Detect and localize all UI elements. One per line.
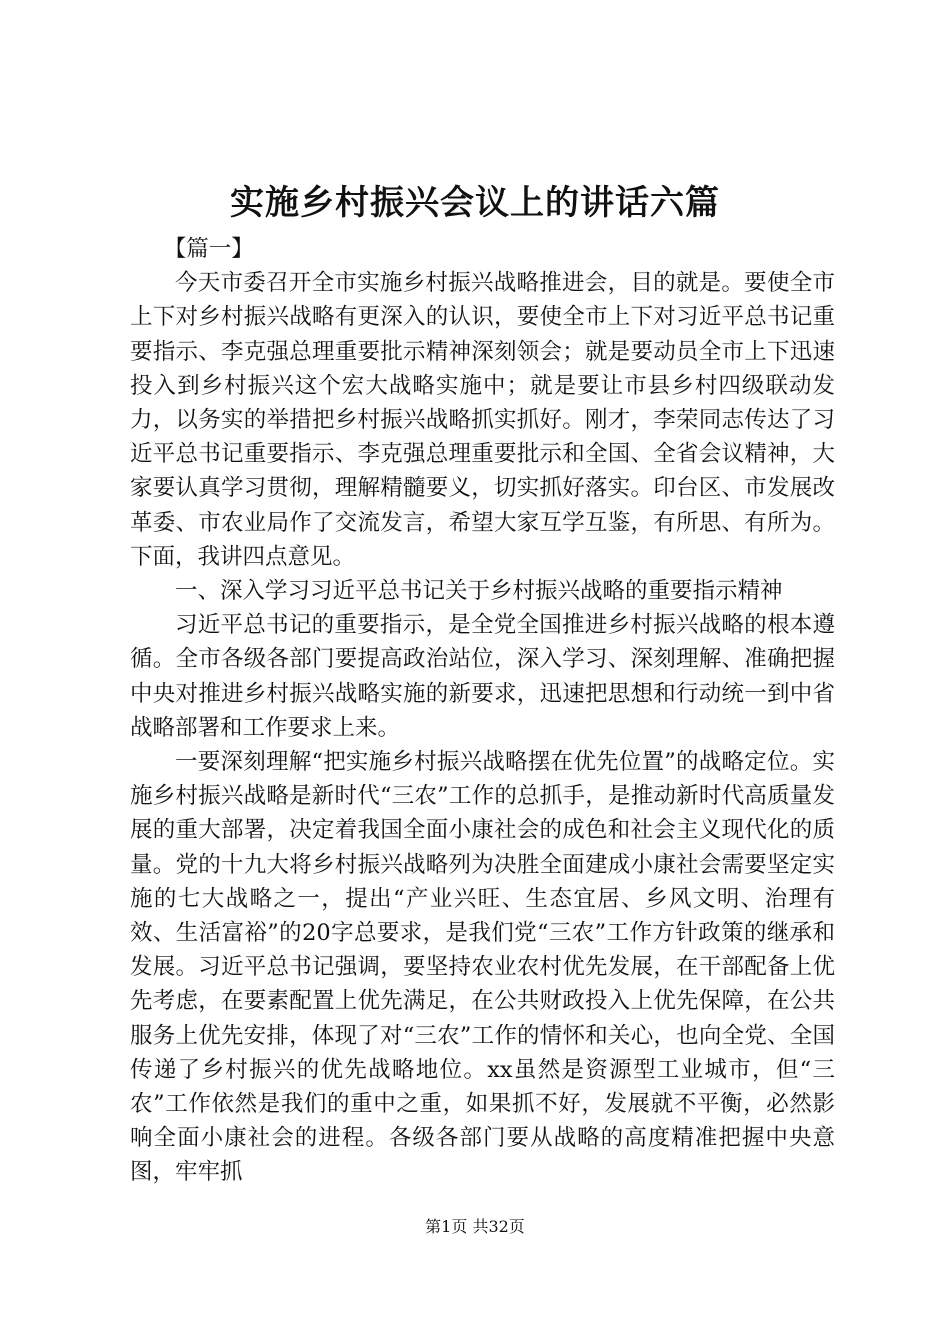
subsection-heading: 一、深入学习习近平总书记关于乡村振兴战略的重要指示精神 bbox=[175, 578, 783, 605]
page-footer: 第1页 共32页 bbox=[425, 1217, 525, 1236]
paragraph: 今天市委召开全市实施乡村振兴战略推进会，目的就是。要使全市上下对乡村振兴战略有更深入的认识，要使全市上下对习近平总书记重要指示、李克强总理重要批示精神深刻领会；就是要动员全市上下迅速投入到乡村振兴这个宏大战略实施中；就是要让市县乡村四级联动发力，以务实的举措把乡村振兴战略抓实抓好。刚才，李荣同志传达了习近平总书记重要指示、李克强总理重要批示和全国、全省会议精神，大家要认真学习贯彻，理解精髓要义，切实抓好落实。印台区、市发展改革委、市农业局作了交流发言，希望大家互学互鉴，有所思、有所为。下面，我讲四点意见。 bbox=[130, 270, 835, 570]
paragraph: 习近平总书记的重要指示，是全党全国推进乡村振兴战略的根本遵循。全市各级各部门要提高政治站位，深入学习、深刻理解、准确把握中央对推进乡村振兴战略实施的新要求，迅速把思想和行动统一到中省战略部署和工作要求上来。 bbox=[130, 612, 835, 741]
section-heading: 【篇一】 bbox=[163, 236, 254, 262]
document-body bbox=[130, 232, 835, 1190]
document-title: 实施乡村振兴会议上的讲话六篇 bbox=[230, 183, 720, 223]
paragraph: 一要深刻理解“把实施乡村振兴战略摆在优先位置”的战略定位。实施乡村振兴战略是新时代“三农”工作的总抓手，是推动新时代高质量发展的重大部署，决定着我国全面小康社会的成色和社会主义现代化的质量。党的十九大将乡村振兴战略列为决胜全面建成小康社会需要坚定实施的七大战略之一，提出“产业兴旺、生态宜居、乡风文明、治理有效、生活富裕”的20字总要求，是我们党“三农”工作方针政策的继承和发展。习近平总书记强调，要坚持农业农村优先发展，在干部配备上优先考虑，在要素配置上优先满足，在公共财政投入上优先保障，在公共服务上优先安排，体现了对“三农”工作的情怀和关心，也向全党、全国传递了乡村振兴的优先战略地位。xx虽然是资源型工业城市，但“三农”工作依然是我们的重中之重，如果抓不好，发展就不平衡，必然影响全面小康社会的进程。各级各部门要从战略的高度精准把握中央意图，牢牢抓 bbox=[130, 749, 835, 1186]
